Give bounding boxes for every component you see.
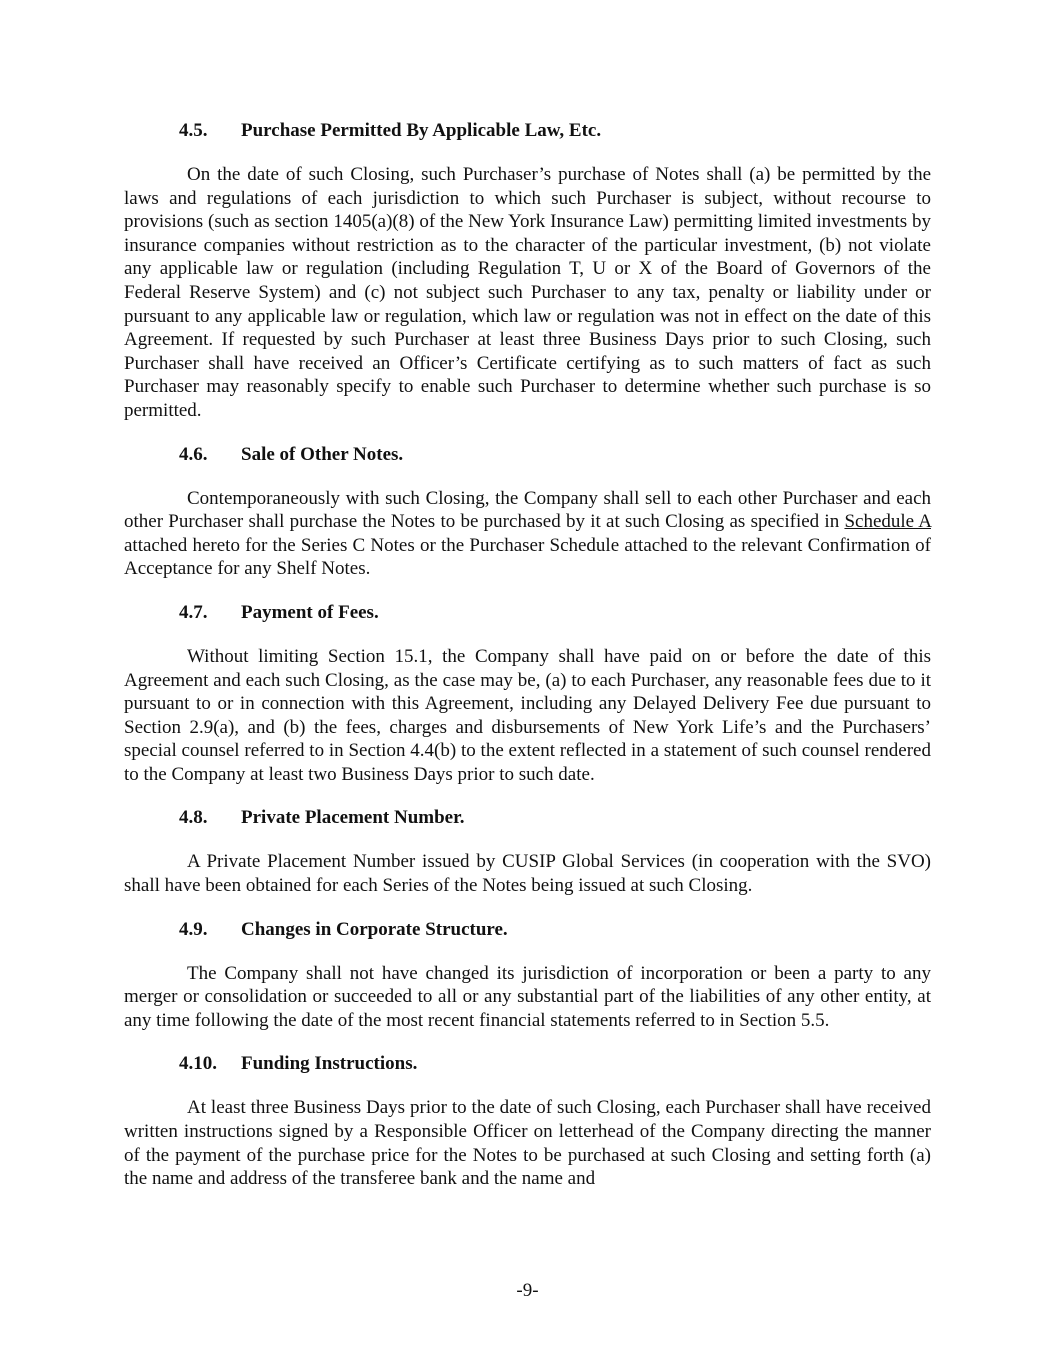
paragraph-text: attached hereto for the Series C Notes or the Purchaser Schedule attached to the relevant Confirmation of Acceptance for any Shelf Notes. (124, 534, 931, 580)
section-paragraph-4-10: At least three Business Days prior to the date of such Closing, each Purchaser shall have received written instructions signed by a Responsible Officer on letterhead of the Company directing the manner of the payment of the purchase price for the Notes to be purchased at such Closing and setting forth (a) the name and address of the transferee bank and the name and (124, 1097, 931, 1190)
section-paragraph-4-6 (124, 487, 931, 581)
section-number: 4.6. (179, 443, 208, 465)
section-paragraph-4-7: Without limiting Section 15.1, the Company shall have paid on or before the date of this Agreement and each such Closing, as the case may be, (a) to each Purchaser, any reasonable fees due to it pursuant to or in connection with this Agreement, including any Delayed Delivery Fee due pursuant to Section 2.9(a), and (b) the fees, charges and disbursements of New York Life’s and the Purchasers’ special counsel referred to in Section 4.4(b) to the extent reflected in a statement of such counsel rendered to the Company at least two Business Days prior to such date. (124, 645, 931, 785)
section-number: 4.7. (179, 601, 208, 623)
section-heading-4-6 (179, 443, 931, 467)
section-number: 4.5. (179, 120, 208, 141)
section-title: Funding Instructions. (241, 1053, 418, 1075)
section-paragraph-4-5: On the date of such Closing, such Purchaser’s purchase of Notes shall (a) be permitted by the laws and regulations of each jurisdiction to which such Purchaser is subject, without recourse to provisions (such as section 1405(a)(8) of the New York Insurance Law) permitting limited investments by insurance companies without restriction as to the character of the particular investment, (b) not violate any applicable law or regulation (including Regulation T, U or X of the Board of Governors of the Federal Reserve System) and (c) not subject such Purchaser to any tax, penalty or liability under or pursuant to any applicable law or regulation, which law or regulation was not in effect on the date of this Agreement. If requested by such Purchaser at least three Business Days prior to such Closing, such Purchaser shall have received an Officer’s Certificate certifying as to such matters of fact as such Purchaser may reasonably specify to enable such Purchaser to determine whether such purchase is so permitted. (124, 164, 931, 421)
schedule-a-reference: Schedule A (844, 511, 931, 533)
section-title: Purchase Permitted By Applicable Law, Etc. (241, 120, 602, 141)
page-number: -9- (516, 1280, 539, 1301)
section-heading-4-10 (179, 1052, 931, 1076)
section-heading-4-9 (179, 918, 931, 942)
paragraph-text: Contemporaneously with such Closing, the Company shall sell to each other Purchaser and each other Purchaser shall purchase the Notes to be purchased by it at such Closing as specified in (124, 487, 931, 533)
document-page (124, 119, 931, 1211)
section-paragraph-4-9: The Company shall not have changed its jurisdiction of incorporation or been a party to any merger or consolidation or succeeded to all or any substantial part of the liabilities of any other entity, at any time following the date of the most recent financial statements referred to in Section 5.5. (124, 962, 931, 1031)
section-title: Changes in Corporate Structure. (241, 918, 508, 940)
section-number: 4.10. (179, 1053, 217, 1075)
section-title: Payment of Fees. (241, 601, 379, 623)
section-title: Private Placement Number. (241, 807, 465, 829)
section-heading-4-5 (179, 119, 931, 143)
section-paragraph-4-8: A Private Placement Number issued by CUSIP Global Services (in cooperation with the SVO) shall have been obtained for each Series of the Notes being issued at such Closing. (124, 851, 931, 897)
section-title: Sale of Other Notes. (241, 443, 404, 465)
section-number: 4.8. (179, 807, 208, 829)
section-heading-4-7 (179, 601, 931, 625)
section-number: 4.9. (179, 918, 208, 940)
section-heading-4-8 (179, 806, 931, 830)
